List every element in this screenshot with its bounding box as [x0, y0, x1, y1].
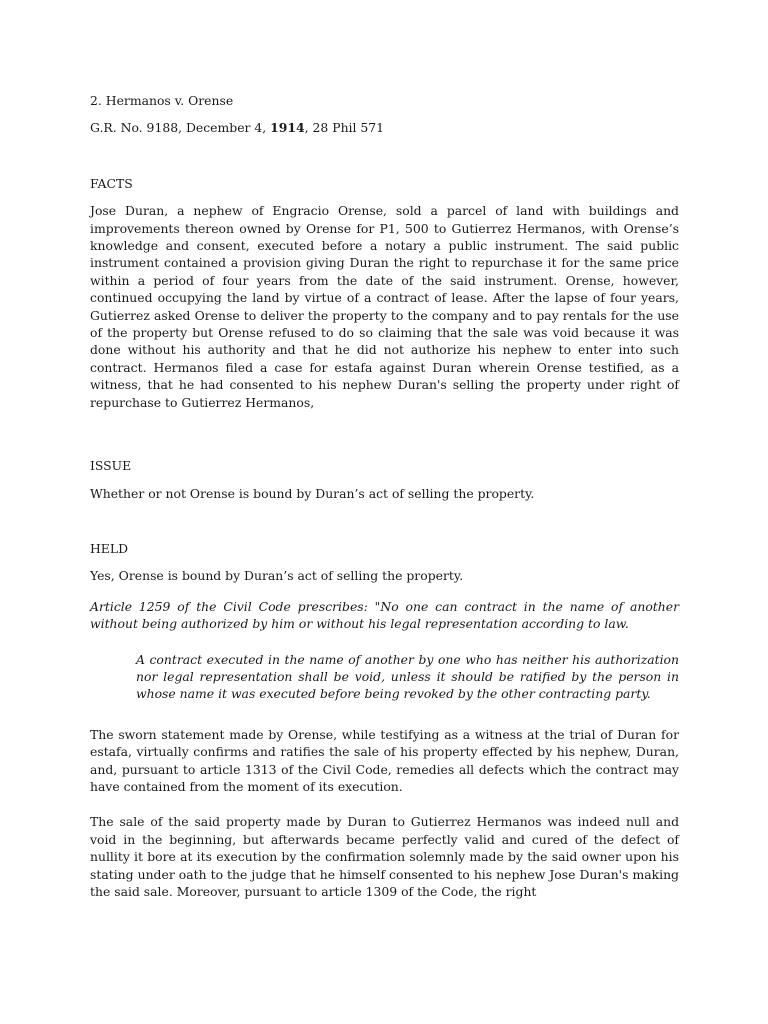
document-page	[90, 92, 679, 900]
ratification-paragraph: The sworn statement made by Orense, while testifying as a witness at the trial of Duran for estafa, virtually confirms and ratifies the sale of his property effected by his nephew, Duran, and, pursuant to article 1313 of the Civil Code, remedies all defects which the contract may have contained from the moment of its execution.	[90, 726, 679, 794]
block-quote: A contract executed in the name of another by one who has neither his authorization nor legal representation shall be void, unless it should be ratified by the person in whose name it was executed before being revoked by the other contracting party.	[136, 651, 679, 702]
case-title: 2. Hermanos v. Orense	[90, 93, 234, 108]
article-1259-text: Article 1259 of the Civil Code prescribes: "No one can contract in the name of another without being authorized by him or without his legal representation according to law.	[90, 598, 679, 632]
sale-validity-paragraph: The sale of the said property made by Duran to Gutierrez Hermanos was indeed null and void in the beginning, but afterwards became perfectly valid and cured of the defect of nullity it bore at its execution by the confirmation solemnly made by the said owner upon his stating under oath to the judge that he himself consented to his nephew Jose Duran's making the said sale. Moreover, pursuant to article 1309 of the Code, the right	[90, 814, 679, 899]
facts-heading: FACTS	[90, 175, 133, 191]
citation-prefix: G.R. No. 9188, December 4,	[90, 120, 271, 136]
facts-body: Jose Duran, a nephew of Engracio Orense, sold a parcel of land with buildings and improvements thereon owned by Orense for P1, 500 to Gutierrez Hermanos, with Orense’s knowledge and consent, executed before a notary a public instrument. The said public instrument contained a provision giving Duran the right to repurchase it for the same price within a period of four years from the date of the said instrument. Orense, however, continued occupying the land by virtue of a contract of lease. After the lapse of four years, Gutierrez asked Orense to deliver the property to the company and to pay rentals for the use of the property but Orense refused to do so claiming that the sale was void because it was done without his authority and that he did not authorize his nephew to enter into such contract. Hermanos filed a case for estafa against Duran wherein Orense testified, as a witness, that he had consented to his nephew Duran's selling the property under right of repurchase to Gutierrez Hermanos,	[90, 203, 679, 410]
held-answer: Yes, Orense is bound by Duran’s act of selling the property.	[90, 568, 464, 584]
held-heading: HELD	[90, 540, 129, 556]
citation-year: 1914	[270, 120, 305, 136]
citation-suffix: , 28 Phil 571	[304, 120, 385, 136]
issue-body: Whether or not Orense is bound by Duran’s act of selling the property.	[90, 485, 535, 501]
issue-heading: ISSUE	[90, 458, 132, 474]
case-citation	[90, 119, 679, 136]
